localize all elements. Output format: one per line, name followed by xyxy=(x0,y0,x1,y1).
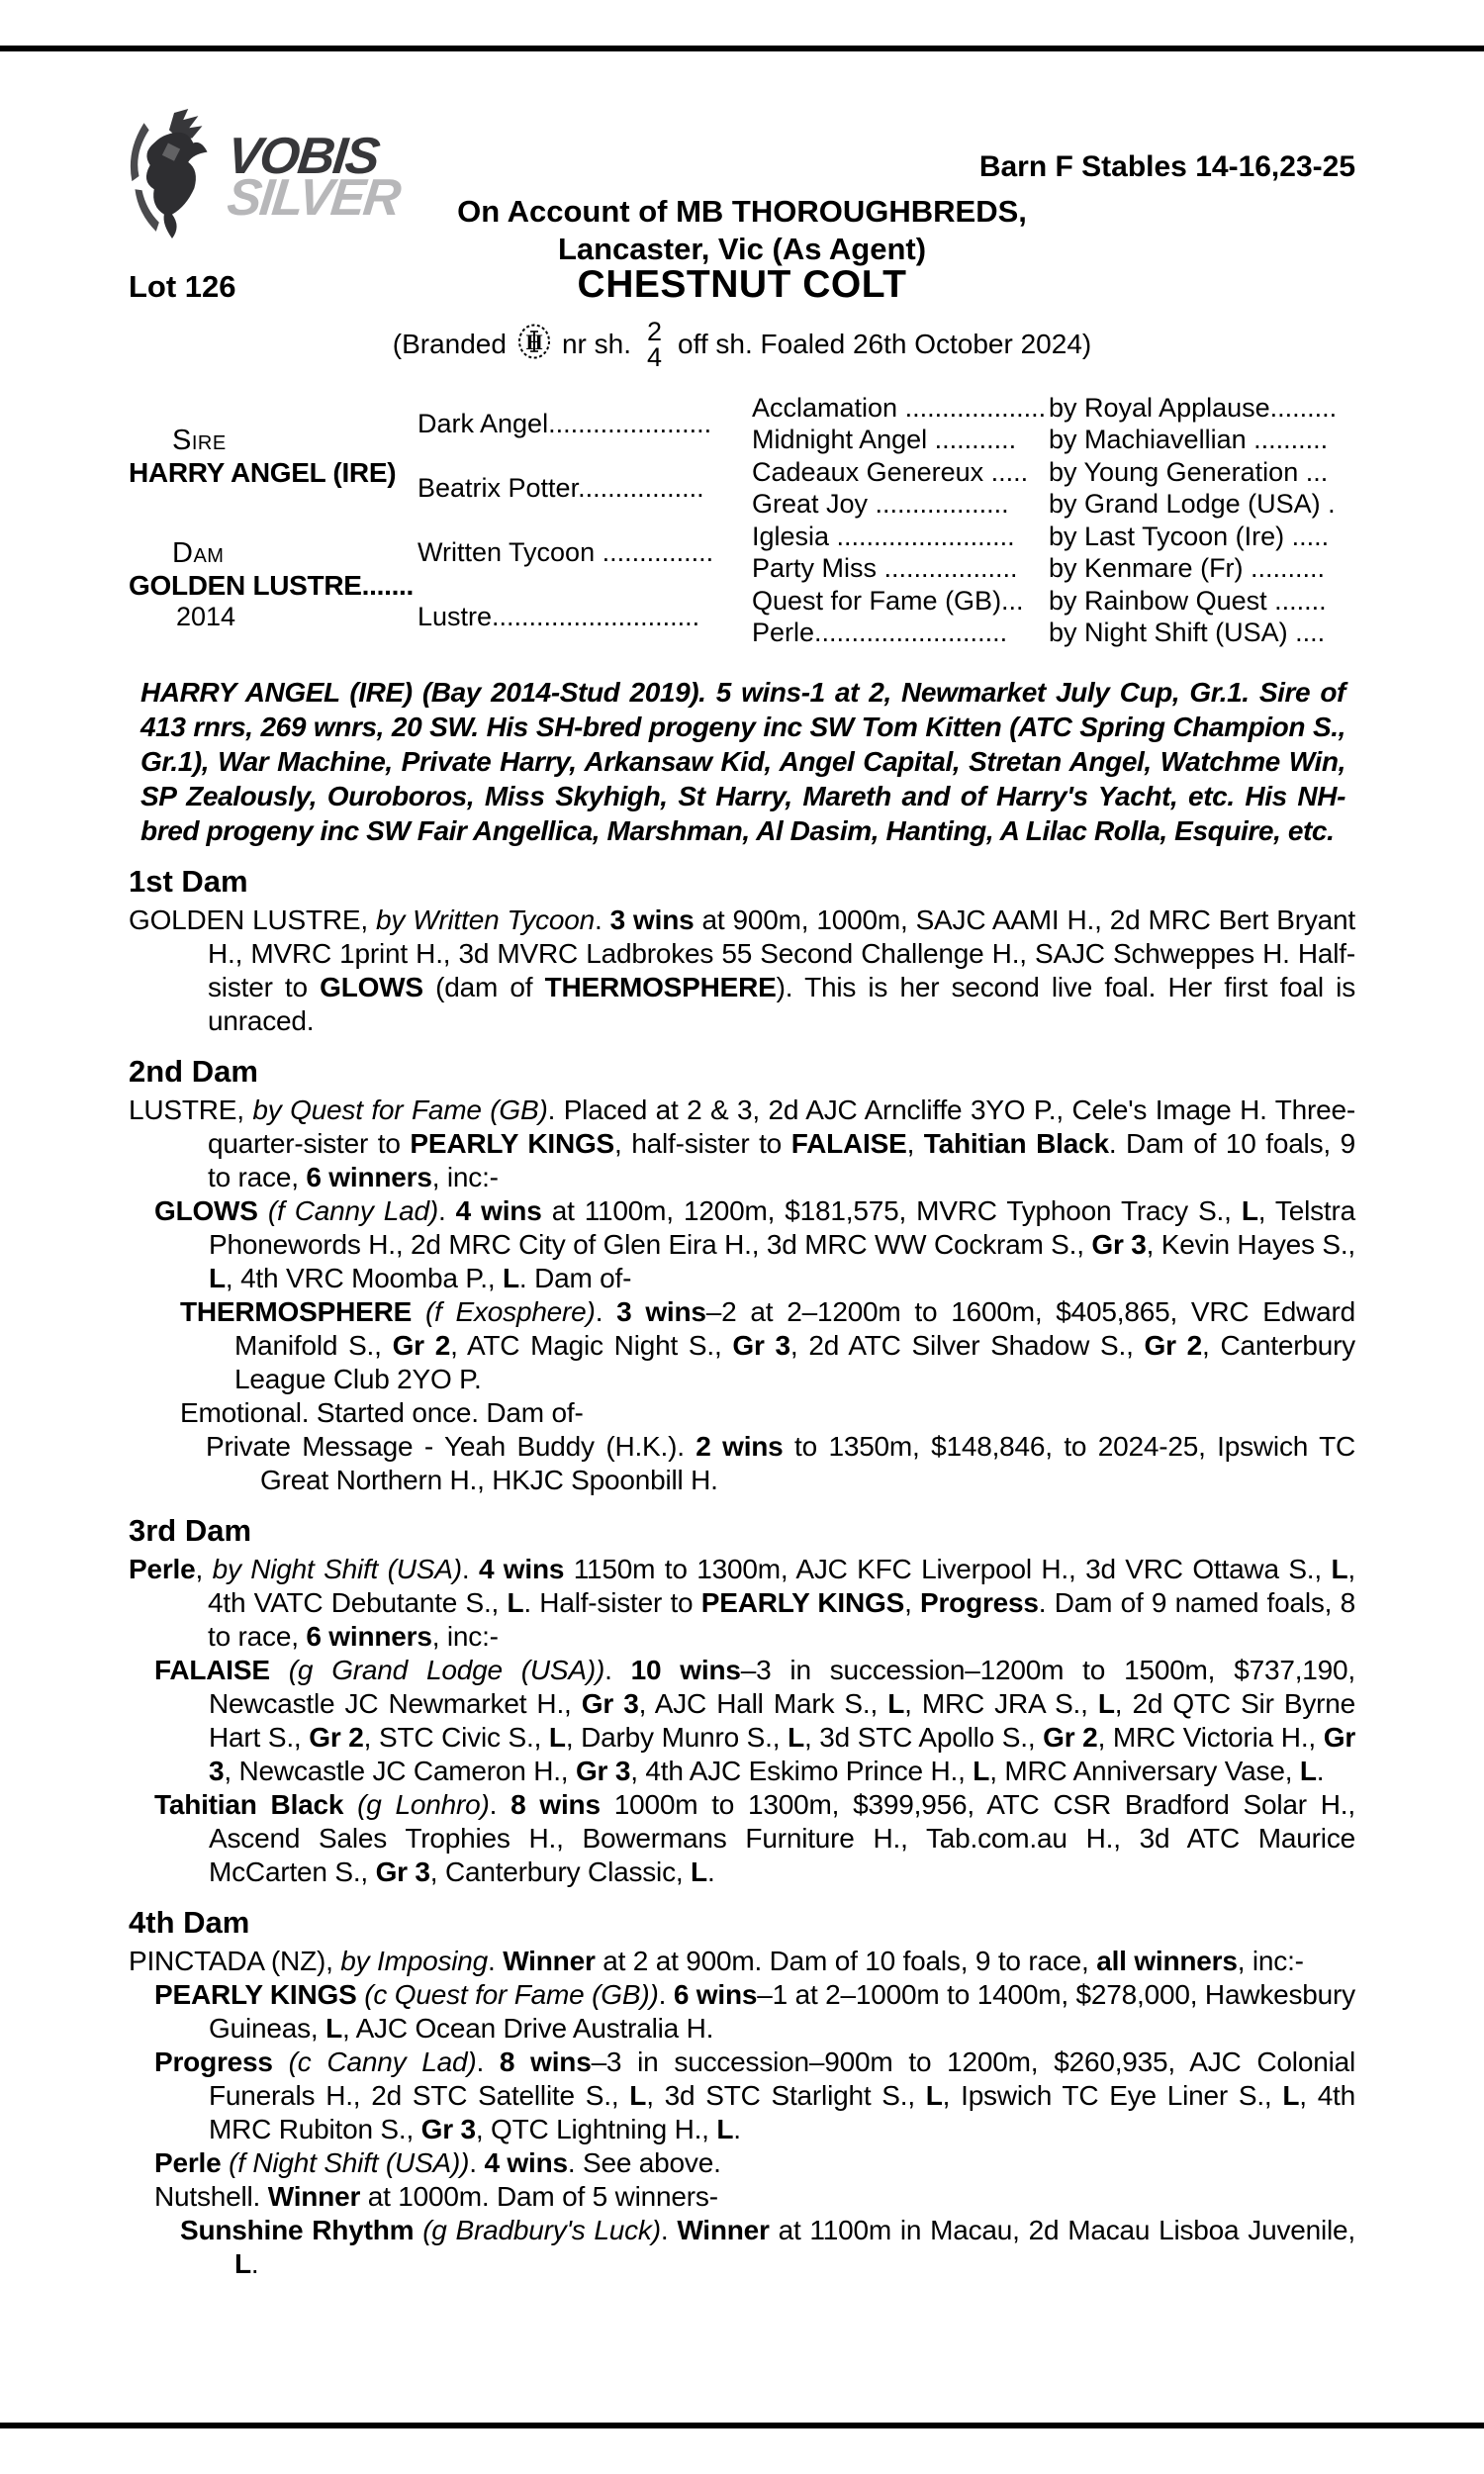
brand-mark-icon xyxy=(516,323,552,367)
text-run: . xyxy=(604,1655,631,1685)
text-run xyxy=(343,1789,357,1820)
produce-paragraph xyxy=(129,2214,1355,2281)
section-heading: 1st Dam xyxy=(129,864,248,899)
text-run: . Dam of- xyxy=(518,1263,632,1293)
pedigree-dam-group xyxy=(129,521,417,649)
text-run: Sunshine Rhythm xyxy=(180,2215,415,2245)
text-run: Perle xyxy=(129,1554,196,1584)
text-run: , Canterbury Classic, xyxy=(429,1856,692,1887)
pedigree-gen3-sire: by Grand Lodge (USA) . xyxy=(1049,489,1336,520)
text-run xyxy=(258,1195,268,1226)
text-run: (dam of xyxy=(422,972,545,1002)
text-run: 3 wins xyxy=(609,904,695,935)
brand-fraction-bottom: 4 xyxy=(646,342,663,372)
text-run: Winner xyxy=(503,1946,596,1976)
text-run xyxy=(270,1655,289,1685)
text-run: , xyxy=(904,1587,920,1618)
text-run: Perle xyxy=(154,2147,222,2178)
text-run: Progress xyxy=(920,1587,1039,1618)
text-run: 6 wins xyxy=(673,1979,758,2010)
text-run: by Quest for Fame (GB) xyxy=(252,1094,548,1125)
pedigree-gen3-sire: by Young Generation ... xyxy=(1049,456,1329,487)
text-run: Progress xyxy=(154,2046,273,2077)
text-run xyxy=(414,2215,422,2245)
text-run: FALAISE xyxy=(154,1655,270,1685)
text-run: ). This is her second live foal. Her first foal is unraced. xyxy=(208,972,1355,1036)
text-run: 8 wins xyxy=(510,1789,601,1820)
pedigree-table xyxy=(129,392,1355,649)
text-run: 8 wins xyxy=(499,2046,592,2077)
text-run: (g Lonhro) xyxy=(357,1789,490,1820)
dam-label: Dam xyxy=(172,537,225,569)
text-run: (c Quest for Fame (GB)) xyxy=(364,1979,659,2010)
text-run: 4 wins xyxy=(484,2147,568,2178)
text-run: L xyxy=(1299,1756,1317,1786)
text-run: , 4th AJC Eskimo Prince H., xyxy=(630,1756,974,1786)
text-run: , inc:- xyxy=(431,1162,499,1192)
text-run: 2 wins xyxy=(696,1431,784,1462)
text-run: L xyxy=(325,2013,342,2044)
text-run: , Canterbury League Club 2YO P. xyxy=(234,1330,1355,1394)
text-run: . xyxy=(437,1195,456,1226)
text-run: Emotional. Started once. Dam of- xyxy=(180,1397,584,1428)
text-run: L xyxy=(1241,1195,1258,1226)
pedigree-gen3-name: Great Joy .................. xyxy=(752,489,1009,520)
text-run: , 4th MRC Rubiton S., xyxy=(209,2080,1356,2144)
barn-label: Barn F Stables 14-16,23-25 xyxy=(978,150,1355,183)
text-run: L xyxy=(973,1756,990,1786)
text-run: by Imposing xyxy=(340,1946,489,1976)
text-run: Gr 3 xyxy=(732,1330,790,1361)
produce-paragraph xyxy=(129,2046,1355,2146)
produce-paragraph xyxy=(129,1094,1355,1194)
text-run: L xyxy=(788,1722,804,1753)
text-run: , Newcastle JC Cameron H., xyxy=(224,1756,576,1786)
pedigree-gen2-cell: Dark Angel...................... xyxy=(417,409,712,438)
horse-title: CHESTNUT COLT xyxy=(577,263,907,306)
text-run: . xyxy=(733,2114,741,2144)
page-content xyxy=(129,109,1355,2281)
text-run: Gr 3 xyxy=(1091,1229,1147,1260)
produce-paragraph xyxy=(129,904,1355,1038)
logo-text-silver: SILVER xyxy=(224,168,403,227)
text-run: , STC Civic S., xyxy=(363,1722,549,1753)
text-run: , 2d ATC Silver Shadow S., xyxy=(789,1330,1145,1361)
text-run xyxy=(412,1296,425,1327)
text-run: FALAISE xyxy=(790,1128,907,1159)
text-run: (f Exosphere) xyxy=(424,1296,596,1327)
pedigree-gen3-name: Cadeaux Genereux ..... xyxy=(752,456,1029,487)
sire-label: Sire xyxy=(172,424,227,456)
text-run: 3 wins xyxy=(616,1296,706,1327)
text-run: , 3d STC Starlight S., xyxy=(646,2080,926,2111)
text-run: –3 in succession–1200m to 1500m, $737,190, Newcastle JC Newmarket H., xyxy=(209,1655,1355,1719)
text-run: . Half-sister to xyxy=(523,1587,701,1618)
text-run: PEARLY KINGS xyxy=(410,1128,615,1159)
produce-paragraph xyxy=(129,1194,1355,1295)
produce-paragraph xyxy=(129,1945,1355,1978)
text-run xyxy=(273,2046,289,2077)
text-run: Tahitian Black xyxy=(154,1789,344,1820)
top-rule xyxy=(0,46,1484,51)
branded-nr-sh: nr sh. xyxy=(561,329,631,359)
page-header xyxy=(129,109,1355,388)
text-run: Gr 3 xyxy=(209,1722,1356,1786)
text-run: (g Grand Lodge (USA)) xyxy=(288,1655,605,1685)
text-run: –3 in succession–900m to 1200m, $260,935, AJC Colonial Funerals H., 2d STC Satellite S., xyxy=(209,2046,1355,2111)
text-run: L xyxy=(691,1856,707,1887)
branded-suffix: off sh. Foaled 26th October 2024) xyxy=(678,329,1092,359)
text-run: L xyxy=(234,2248,251,2279)
text-run: 4 wins xyxy=(478,1554,565,1584)
text-run: Gr 2 xyxy=(392,1330,451,1361)
text-run: Gr 2 xyxy=(1043,1722,1098,1753)
text-run: L xyxy=(716,2114,734,2144)
text-run: all winners xyxy=(1096,1946,1238,1976)
text-run: THERMOSPHERE xyxy=(180,1296,413,1327)
text-run: PEARLY KINGS xyxy=(700,1587,905,1618)
text-run: L xyxy=(1331,1554,1348,1584)
text-run: , 4th VATC Debutante S., xyxy=(208,1554,1355,1618)
text-run: . xyxy=(706,1856,715,1887)
pedigree-gen3-sire: by Machiavellian .......... xyxy=(1049,425,1329,455)
text-run: , Kevin Hayes S., xyxy=(1146,1229,1356,1260)
text-run: L xyxy=(887,1688,905,1719)
section-heading: 3rd Dam xyxy=(129,1513,252,1548)
produce-paragraph xyxy=(129,1654,1355,1788)
sire-name: HARRY ANGEL (IRE) xyxy=(129,456,397,488)
pedigree-gen3-name: Midnight Angel ........... xyxy=(752,425,1017,455)
produce-sections xyxy=(129,864,1355,2281)
text-run: , 3d STC Apollo S., xyxy=(803,1722,1044,1753)
text-run: –1 at 2–1000m to 1400m, $278,000, Hawkesbury Guineas, xyxy=(209,1979,1355,2044)
text-run: L xyxy=(209,1263,226,1293)
text-run: –2 at 2–1200m to 1600m, $405,865, VRC Edward Manifold S., xyxy=(234,1296,1355,1361)
text-run: Gr 3 xyxy=(575,1756,631,1786)
text-run: , AJC Hall Mark S., xyxy=(638,1688,888,1719)
consignor-line-2: Lancaster, Vic (As Agent) xyxy=(557,232,927,266)
sire-description: HARRY ANGEL (IRE) (Bay 2014-Stud 2019). 5 wins-1 at 2, Newmarket July Cup, Gr.1. Sire of 413 rnrs, 269 wnrs, 20 SW. His SH-bred progeny inc SW Tom Kitten (ATC Spring Champion S., Gr.1), War Machine, Private Harry, Arkansaw Kid, Angel Capital, Stretan Angel, Watchme Win, SP Zealously, Ouroboros, Miss Skyhigh, St Harry, Mareth and of Harry's Yacht, etc. His NH-bred progeny inc SW Fair Angellica, Marshman, Al Dasim, Hanting, A Lilac Rolla, Esquire, etc. xyxy=(140,677,1345,846)
text-run: , Telstra Phonewords H., 2d MRC City of Glen Eira H., 3d MRC WW Cockram S., xyxy=(209,1195,1355,1260)
text-run: Winner xyxy=(267,2181,361,2212)
text-run: L xyxy=(1097,1688,1115,1719)
produce-paragraph xyxy=(129,2180,1355,2214)
text-run: . xyxy=(660,2215,678,2245)
pedigree-sire-group xyxy=(129,392,417,521)
pedigree-gen2-cell: Lustre............................ xyxy=(417,602,700,631)
text-run: L xyxy=(629,2080,647,2111)
text-run: 1000m to 1300m, $399,956, ATC CSR Bradford Solar H., Ascend Sales Trophies H., Bowermans Furniture H., Tab.com.au H., 3d ATC Maurice McCarten S., xyxy=(209,1789,1355,1887)
section-heading: 2nd Dam xyxy=(129,1054,258,1089)
text-run: L xyxy=(503,1263,519,1293)
text-run: (f Canny Lad) xyxy=(267,1195,438,1226)
text-run: , inc:- xyxy=(1237,1946,1304,1976)
text-run: 6 winners xyxy=(306,1621,432,1652)
text-run: L xyxy=(1282,2080,1300,2111)
text-run: . xyxy=(1316,1756,1325,1786)
text-run: Tahitian Black xyxy=(923,1128,1109,1159)
text-run: at 1100m, 1200m, $181,575, MVRC Typhoon Tracy S., xyxy=(541,1195,1242,1226)
produce-paragraph xyxy=(129,2146,1355,2180)
text-run: . Dam of 9 named foals, 8 to race, xyxy=(208,1587,1355,1652)
text-run: . xyxy=(595,904,610,935)
produce-paragraph xyxy=(129,1788,1355,1889)
text-run: Private Message - Yeah Buddy (H.K.). xyxy=(206,1431,696,1462)
text-run: , xyxy=(906,1128,924,1159)
branded-line xyxy=(129,319,1355,370)
text-run: . Placed at 2 & 3, 2d AJC Arncliffe 3YO P., Cele's Image H. Three-quarter-sister to xyxy=(208,1094,1355,1159)
text-run: , 2d QTC Sir Byrne Hart S., xyxy=(209,1688,1356,1753)
text-run: . xyxy=(489,1789,511,1820)
text-run: L xyxy=(507,1587,524,1618)
text-run: , AJC Ocean Drive Australia H. xyxy=(341,2013,714,2044)
pedigree-gen3-name: Perle.......................... xyxy=(752,618,1008,648)
text-run: . xyxy=(658,1979,674,2010)
text-run: , half-sister to xyxy=(614,1128,791,1159)
consignor-line-1: On Account of MB THOROUGHBREDS, xyxy=(457,194,1027,229)
text-run: 6 winners xyxy=(306,1162,432,1192)
text-run: . Dam of 10 foals, 9 to race, xyxy=(208,1128,1355,1192)
text-run: Gr 2 xyxy=(1144,1330,1203,1361)
dam-year: 2014 xyxy=(176,602,236,631)
text-run: , ATC Magic Night S., xyxy=(450,1330,733,1361)
text-run: , Darby Munro S., xyxy=(565,1722,788,1753)
text-run: , MRC Anniversary Vase, xyxy=(989,1756,1300,1786)
produce-paragraph xyxy=(129,1396,1355,1430)
text-run: GLOWS xyxy=(320,972,423,1002)
svg-text:H: H xyxy=(525,329,543,354)
text-run: , QTC Lightning H., xyxy=(475,2114,717,2144)
text-run: at 900m, 1000m, SAJC AAMI H., 2d MRC Bert Bryant H., MVRC 1print H., 3d MVRC Ladbrokes 55 Second Challenge H., SAJC Schweppes H. Half-sister to xyxy=(208,904,1355,1002)
pedigree-gen2-cell: Written Tycoon ............... xyxy=(417,537,714,567)
text-run: . xyxy=(488,1946,504,1976)
text-run: . xyxy=(250,2248,259,2279)
text-run: , MRC JRA S., xyxy=(904,1688,1098,1719)
text-run: . See above. xyxy=(567,2147,721,2178)
text-run: at 2 at 900m. Dam of 10 foals, 9 to race, xyxy=(595,1946,1097,1976)
text-run: . xyxy=(476,2046,500,2077)
lot-number: Lot 126 xyxy=(129,269,236,304)
text-run: PEARLY KINGS xyxy=(154,1979,357,2010)
text-run: , MRC Victoria H., xyxy=(1097,1722,1324,1753)
pedigree-gen3-sire: by Last Tycoon (Ire) ..... xyxy=(1049,521,1330,551)
pedigree-gen2-cell: Beatrix Potter................. xyxy=(417,473,704,503)
text-run: to 1350m, $148,846, to 2024-25, Ipswich TC Great Northern H., HKJC Spoonbill H. xyxy=(260,1431,1356,1495)
text-run: , inc:- xyxy=(431,1621,499,1652)
text-run: (g Bradbury's Luck) xyxy=(422,2215,661,2245)
text-run: L xyxy=(548,1722,566,1753)
bottom-rule xyxy=(0,2423,1484,2428)
pedigree-gen3-sire: by Royal Applause......... xyxy=(1049,392,1338,423)
text-run: , xyxy=(195,1554,213,1584)
text-run: 10 wins xyxy=(630,1655,741,1685)
pedigree-gen3-sire: by Night Shift (USA) .... xyxy=(1049,618,1326,648)
text-run: , 4th VRC Moomba P., xyxy=(225,1263,503,1293)
text-run: PINCTADA (NZ), xyxy=(129,1946,341,1976)
section-heading: 4th Dam xyxy=(129,1905,250,1940)
produce-paragraph xyxy=(129,1430,1355,1497)
brand-fraction-top: 2 xyxy=(646,317,663,346)
text-run: (f Night Shift (USA)) xyxy=(229,2147,470,2178)
text-run: 1150m to 1300m, AJC KFC Liverpool H., 3d VRC Ottawa S., xyxy=(564,1554,1332,1584)
text-run: GLOWS xyxy=(154,1195,258,1226)
text-run: . xyxy=(469,2147,485,2178)
text-run xyxy=(222,2147,230,2178)
text-run: by Written Tycoon xyxy=(375,904,596,935)
produce-paragraph xyxy=(129,1295,1355,1396)
text-run: 4 wins xyxy=(455,1195,542,1226)
pedigree-gen3-name: Iglesia ........................ xyxy=(752,521,1015,551)
text-run: , Ipswich TC Eye Liner S., xyxy=(942,2080,1283,2111)
text-run: . xyxy=(595,1296,617,1327)
text-run: Gr 2 xyxy=(309,1722,364,1753)
text-run: Gr 3 xyxy=(375,1856,430,1887)
text-run: Gr 3 xyxy=(581,1688,639,1719)
pedigree-gen3-name: Quest for Fame (GB)... xyxy=(752,585,1024,616)
pedigree-gen3-sire: by Kenmare (Fr) .......... xyxy=(1049,553,1326,584)
logo-text-vobis: VOBIS xyxy=(224,127,381,185)
text-run: Winner xyxy=(677,2215,770,2245)
branded-prefix: (Branded xyxy=(392,329,507,359)
brand-fraction xyxy=(641,319,668,370)
dam-name: GOLDEN LUSTRE....... xyxy=(129,570,415,601)
text-run: at 1000m. Dam of 5 winners- xyxy=(360,2181,718,2212)
produce-paragraph xyxy=(129,1978,1355,2046)
text-run: Gr 3 xyxy=(420,2114,476,2144)
text-run: THERMOSPHERE xyxy=(544,972,777,1002)
produce-paragraph xyxy=(129,1553,1355,1654)
pedigree-gen3-name: Acclamation ................... xyxy=(752,392,1047,423)
text-run: at 1100m in Macau, 2d Macau Lisboa Juvenile, xyxy=(769,2215,1355,2245)
text-run: by Night Shift (USA) xyxy=(212,1554,462,1584)
pedigree-gen3-name: Party Miss .................. xyxy=(752,553,1018,584)
text-run: (c Canny Lad) xyxy=(288,2046,477,2077)
text-run: Nutshell. xyxy=(154,2181,268,2212)
text-run: LUSTRE, xyxy=(129,1094,253,1125)
text-run: . xyxy=(461,1554,479,1584)
pedigree-gen3-sire: by Rainbow Quest ....... xyxy=(1049,585,1327,616)
text-run: GOLDEN LUSTRE, xyxy=(129,904,376,935)
text-run: L xyxy=(925,2080,943,2111)
